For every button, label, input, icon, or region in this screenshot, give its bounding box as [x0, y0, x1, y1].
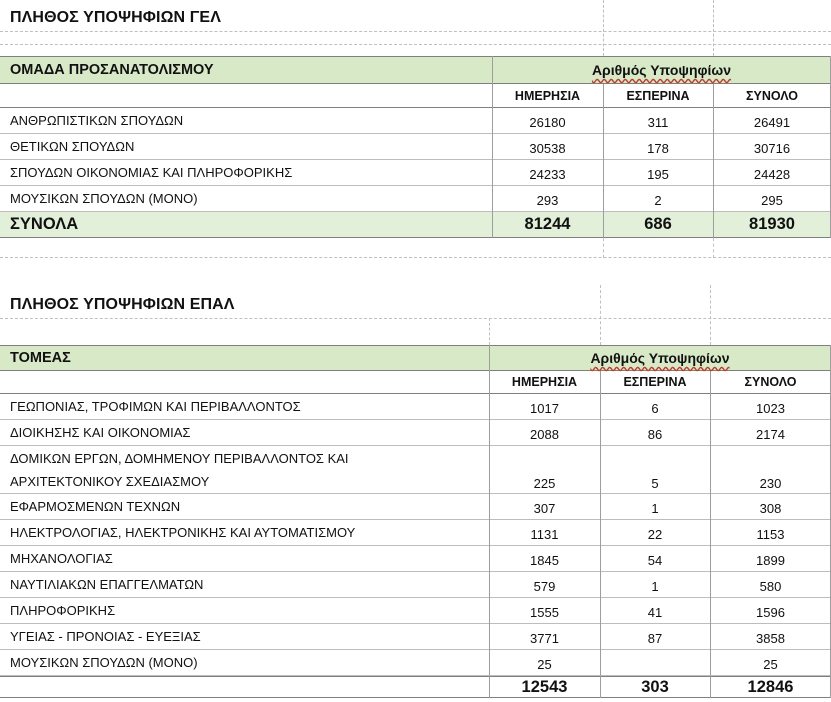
- column-divider: [710, 371, 711, 698]
- row-label: [6, 446, 486, 493]
- day-value: 293: [536, 193, 559, 208]
- epal-table: [0, 345, 831, 698]
- table-row: [0, 420, 831, 446]
- total-value: 1899: [756, 553, 785, 568]
- day-value: 24233: [529, 167, 566, 182]
- epal-col-total: ΣΥΝΟΛΟ: [744, 375, 797, 389]
- total-value: 1023: [756, 401, 785, 416]
- row-label: ΗΛΕΚΤΡΟΛΟΓΙΑΣ, ΗΛΕΚΤΡΟΝΙΚΗΣ ΚΑΙ ΑΥΤΟΜΑΤΙΣΜΟΥ: [10, 525, 356, 540]
- day-value: 225: [533, 476, 556, 491]
- grid-guide: [710, 285, 711, 345]
- total-value: 1596: [756, 605, 785, 620]
- total-value: 230: [759, 476, 782, 491]
- evening-value: 195: [647, 167, 669, 182]
- row-label-line: ΔΟΜΙΚΩΝ ΕΡΓΩΝ, ΔΟΜΗΜΕΝΟΥ ΠΕΡΙΒΑΛΛΟΝΤΟΣ ΚΑΙ: [10, 450, 349, 466]
- evening-value: 2: [654, 193, 662, 208]
- total-value: 1153: [756, 527, 785, 542]
- epal-section-title: ΠΛΗΘΟΣ ΥΠΟΨΗΦΙΩΝ ΕΠΑΛ: [10, 296, 235, 313]
- column-divider: [713, 84, 714, 238]
- table-row: [0, 108, 831, 134]
- table-row: [0, 446, 831, 494]
- day-value: 1131: [530, 527, 559, 542]
- evening-value: 178: [647, 141, 669, 156]
- grand-total: 81930: [749, 215, 795, 233]
- evening-value: 87: [647, 631, 663, 646]
- row-label: ΜΗΧΑΝΟΛΟΓΙΑΣ: [10, 551, 113, 566]
- evening-total: 303: [641, 677, 669, 696]
- epal-header-row: [0, 345, 831, 371]
- day-value: 26180: [529, 115, 566, 130]
- column-divider: [600, 371, 601, 698]
- grid-guide: [603, 238, 604, 258]
- table-row: [0, 520, 831, 546]
- day-total: 12543: [521, 677, 568, 696]
- evening-value: 5: [651, 476, 659, 491]
- epal-count-header-text: Αριθμός Υποψηφίων: [590, 350, 730, 366]
- epal-totals-row: [0, 676, 831, 698]
- gel-subheader-row: [0, 84, 831, 108]
- row-label: ΜΟΥΣΙΚΩΝ ΣΠΟΥΔΩΝ (ΜΟΝΟ): [10, 191, 198, 206]
- row-label: ΕΦΑΡΜΟΣΜΕΝΩΝ ΤΕΧΝΩΝ: [10, 499, 181, 514]
- table-row: [0, 186, 831, 212]
- row-label-line: ΑΡΧΙΤΕΚΤΟΝΙΚΟΥ ΣΧΕΔΙΑΣΜΟΥ: [10, 473, 210, 489]
- column-divider: [492, 56, 493, 238]
- grid-guide: [713, 0, 714, 56]
- grid-guide: [713, 238, 714, 258]
- table-row: [0, 624, 831, 650]
- grid-guide: [600, 285, 601, 345]
- gel-section-title: ΠΛΗΘΟΣ ΥΠΟΨΗΦΙΩΝ ΓΕΛ: [10, 9, 221, 26]
- evening-value: 6: [651, 401, 659, 416]
- row-label: ΠΛΗΡΟΦΟΡΙΚΗΣ: [10, 603, 116, 618]
- table-row: [0, 650, 831, 676]
- evening-value: 1: [651, 579, 659, 594]
- evening-value: 1: [651, 501, 659, 516]
- evening-value: 41: [647, 605, 663, 620]
- row-label: ΜΟΥΣΙΚΩΝ ΣΠΟΥΔΩΝ (ΜΟΝΟ): [10, 655, 198, 670]
- total-value: 2174: [756, 427, 785, 442]
- day-value: 30538: [529, 141, 566, 156]
- row-label: ΔΙΟΙΚΗΣΗΣ ΚΑΙ ΟΙΚΟΝΟΜΙΑΣ: [10, 425, 191, 440]
- day-value: 579: [533, 579, 556, 594]
- row-label: ΥΓΕΙΑΣ - ΠΡΟΝΟΙΑΣ - ΕΥΕΞΙΑΣ: [10, 629, 201, 644]
- grid-guide: [0, 31, 831, 32]
- evening-value: [600, 650, 710, 675]
- evening-value: 86: [647, 427, 663, 442]
- gel-group-header: ΟΜΑΔΑ ΠΡΟΣΑΝΑΤΟΛΙΣΜΟΥ: [10, 62, 214, 78]
- total-value: 26491: [753, 115, 791, 130]
- gel-col-evening: ΕΣΠΕΡΙΝΑ: [626, 88, 690, 103]
- total-value: 580: [759, 579, 782, 594]
- evening-value: 54: [647, 553, 663, 568]
- grand-total: 12846: [747, 677, 794, 696]
- day-value: 3771: [530, 631, 559, 646]
- total-value: 308: [759, 501, 782, 516]
- grid-guide: [0, 257, 831, 258]
- gel-col-total: ΣΥΝΟΛΟ: [746, 88, 798, 103]
- table-row: [0, 494, 831, 520]
- day-value: 2088: [530, 427, 559, 442]
- gel-count-header-text: Αριθμός Υποψηφίων: [591, 62, 732, 78]
- total-value: 24428: [753, 167, 791, 182]
- epal-subheader-row: [0, 371, 831, 394]
- gel-count-header: [492, 57, 831, 83]
- epal-col-day: ΗΜΕΡΗΣΙΑ: [511, 375, 578, 389]
- table-row: [0, 546, 831, 572]
- evening-value: 22: [647, 527, 663, 542]
- column-divider: [489, 345, 490, 698]
- epal-count-header: [489, 346, 831, 370]
- totals-label: ΣΥΝΟΛΑ: [10, 215, 79, 233]
- epal-group-header: ΤΟΜΕΑΣ: [10, 350, 71, 366]
- total-value: 30716: [753, 141, 791, 156]
- total-value: 295: [761, 193, 783, 208]
- evening-value: 311: [647, 115, 669, 130]
- day-total: 81244: [524, 215, 571, 233]
- row-label: ΑΝΘΡΩΠΙΣΤΙΚΩΝ ΣΠΟΥΔΩΝ: [10, 113, 184, 128]
- gel-col-day: ΗΜΕΡΗΣΙΑ: [514, 88, 581, 103]
- gel-table: [0, 56, 831, 238]
- day-value: 307: [533, 501, 556, 516]
- row-label: ΘΕΤΙΚΩΝ ΣΠΟΥΔΩΝ: [10, 139, 135, 154]
- table-row: [0, 572, 831, 598]
- day-value: 1845: [530, 553, 559, 568]
- total-value: 25: [763, 657, 778, 672]
- grid-guide: [0, 318, 831, 319]
- table-row: [0, 134, 831, 160]
- table-row: [0, 160, 831, 186]
- day-value: 1017: [530, 401, 559, 416]
- row-label: ΣΠΟΥΔΩΝ ΟΙΚΟΝΟΜΙΑΣ ΚΑΙ ΠΛΗΡΟΦΟΡΙΚΗΣ: [10, 165, 293, 180]
- row-label: ΝΑΥΤΙΛΙΑΚΩΝ ΕΠΑΓΓΕΛΜΑΤΩΝ: [10, 577, 204, 592]
- grid-guide: [0, 44, 831, 45]
- row-label: ΓΕΩΠΟΝΙΑΣ, ΤΡΟΦΙΜΩΝ ΚΑΙ ΠΕΡΙΒΑΛΛΟΝΤΟΣ: [10, 399, 301, 414]
- day-value: 25: [537, 657, 552, 672]
- evening-total: 686: [644, 215, 672, 233]
- column-divider: [603, 84, 604, 238]
- grid-guide: [489, 318, 490, 345]
- grid-guide: [603, 0, 604, 56]
- table-row: [0, 394, 831, 420]
- gel-totals-row: [0, 212, 831, 238]
- table-row: [0, 598, 831, 624]
- day-value: 1555: [530, 605, 559, 620]
- total-value: 3858: [756, 631, 785, 646]
- epal-col-evening: ΕΣΠΕΡΙΝΑ: [623, 375, 687, 389]
- gel-header-row: [0, 56, 831, 84]
